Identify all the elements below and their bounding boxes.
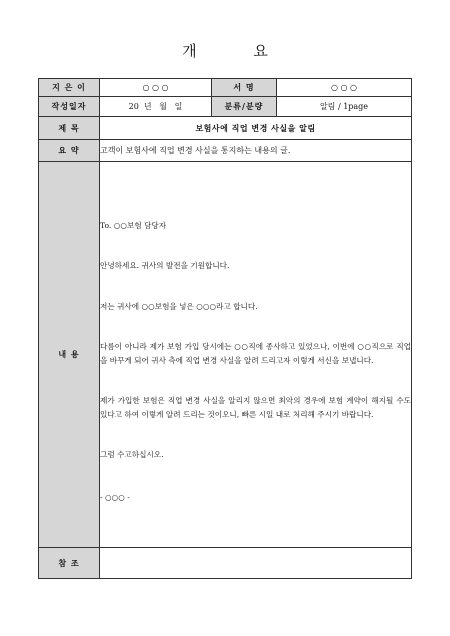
category-value: 알림 / 1page (277, 97, 412, 117)
overview-form (38, 78, 412, 579)
subject-value: 보험사에 직업 변경 사실을 알림 (100, 117, 412, 140)
letter-greeting: 안녕하세요. 귀사의 발전을 기원합니다. (100, 261, 230, 271)
summary-row (39, 140, 412, 162)
sign-value: ○ ○ ○ (277, 79, 412, 97)
author-label: 지 은 이 (39, 79, 100, 97)
summary-label: 요 약 (39, 140, 100, 162)
subject-row (39, 117, 412, 140)
subject-label: 제 목 (39, 117, 100, 140)
date-label: 작성일자 (39, 97, 100, 117)
sign-label: 서 명 (212, 79, 277, 97)
letter-signature: - ○○○ - (100, 492, 130, 502)
letter-intro: 저는 귀사에 ○○보험을 넣은 ○○○라고 합니다. (100, 301, 258, 311)
reference-value (100, 548, 412, 579)
letter-closing: 그럼 수고하십시오. (100, 450, 164, 460)
content-row (39, 162, 412, 548)
letter-recipient: To. ○○보험 담당자 (100, 220, 167, 230)
page-title: 개 요 (182, 42, 294, 60)
date-row (39, 97, 412, 117)
summary-value: 고객이 보험사에 직업 변경 사실을 통지하는 내용의 글. (100, 140, 412, 162)
content-label: 내 용 (39, 162, 100, 548)
date-value: 20 년 월 일 (100, 97, 212, 117)
author-value: ○ ○ ○ (100, 79, 212, 97)
letter-paragraph-1: 다름이 아니라 제가 보험 가입 당시에는 ○○직에 종사하고 있었으나, 이번에 ○○직으로 직업을 바꾸게 되어 귀사 측에 직업 변경 사실을 알려 드리고자 이렇게 서신을 보냅니다. (100, 342, 411, 365)
letter-paragraph-2: 제가 가입한 보험은 직업 변경 사실을 알리지 않으면 최악의 경우에 보험 계약이 해지될 수도 있다고 하여 이렇게 알려 드리는 것이오니, 빠른 시일 내로 처리해 주시기 바랍니다. (100, 396, 411, 419)
author-row (39, 79, 412, 97)
content-body (100, 162, 412, 548)
reference-label: 참 조 (39, 548, 100, 579)
category-label: 분류/분량 (212, 97, 277, 117)
reference-row (39, 548, 412, 579)
